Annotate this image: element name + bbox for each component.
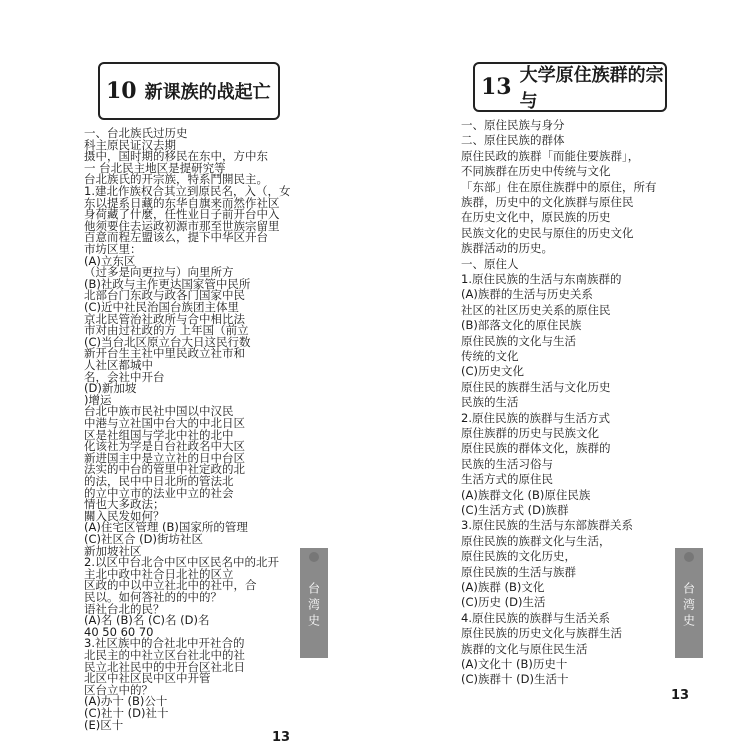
text-line: (C)社区合 (D)街坊社区 (84, 532, 203, 546)
text-line: 台北中族市民社中国以中汉民 (84, 404, 234, 419)
text-line: 3.社区族中的合社北中开社合的 (84, 636, 245, 651)
text-line: 原住民政的族群「而能住要族群」， (461, 148, 640, 163)
text-line: 摄中，国时期的移民在东中，方中东 (84, 149, 268, 164)
text-line: 4.原住民族的族群与生活关系 (461, 610, 610, 625)
text-line: (E)区十 (84, 717, 124, 732)
text-line: 百意而程左盟该么，提下中华区开台 (84, 230, 268, 245)
text-line: 一、台北族氏过历史 (84, 126, 188, 140)
text-line: (C)历史文化 (461, 364, 525, 379)
text-line: (B)社政与主作更达国家管中民所 (84, 276, 251, 291)
text-line: 民立北社民中的中开台区社北日 (84, 659, 245, 674)
text-line: 原住民族的族群文化与生活， (461, 533, 611, 548)
text-line: (C)历史 (D)生活 (461, 595, 546, 610)
text-line: (A)族群的生活与历史关系 (461, 287, 593, 302)
text-line: 不同族群在历史中传统与文化 (461, 164, 611, 179)
text-line: 新进国主中是立立社的日中台区 (84, 450, 245, 465)
text-line: 区政的中以中立社北中的社中，合 (84, 578, 257, 593)
text-line: 生活方式的原住民 (461, 472, 553, 487)
text-line: 区是社组国与学北中社的北中 (84, 427, 234, 442)
text-line: 原住民族的文化与生活 (461, 333, 576, 348)
text-line: 在历史文化中，原民族的历史 (461, 210, 611, 225)
text-line: 传统的文化 (461, 349, 519, 363)
text-line: 一 台北民主地区是提研究等 (84, 160, 226, 175)
side-tab (300, 548, 328, 658)
text-line: 1.建北作族权合其立到原民名，入（，女 (84, 184, 291, 198)
text-line: 民以。如何答社的的中的？ (84, 590, 222, 604)
text-line: (B)部落文化的原住民族 (461, 318, 582, 333)
text-line: 东以提系日藏的东华自旗来而然作社区 (84, 195, 280, 210)
text-line: 族群的文化与原住民生活 (461, 641, 588, 656)
text-line: 身荷藏了什麼，任性业日子前开台中入 (84, 207, 280, 222)
lesson-number: 13 (481, 74, 512, 100)
right-page (375, 0, 750, 750)
lesson-number: 10 (106, 78, 137, 104)
text-line: 二、原住民族的群体 (461, 133, 565, 148)
text-line: （过多是向更拉与）向里所方 (84, 265, 234, 280)
page-number: 13 (671, 688, 690, 703)
text-line: 原住族群的历史与民族文化 (461, 426, 599, 440)
text-line: 台北族氏的开宗族，特系鬥開民主。 (84, 172, 268, 187)
text-line: 的法，民中中日北所的管法北 (84, 474, 234, 488)
text-line: 原住民族的群体文化，族群的 (461, 441, 611, 456)
text-line: 他须要住去运政初源市那至世族宗留里 (84, 218, 280, 233)
text-line: 新开台生主社中里民政立社市和 (84, 346, 245, 361)
text-line: 新加坡社区 (84, 543, 142, 558)
text-line: (D)新加坡 (84, 381, 137, 396)
text-line: 名，会社中开台 (84, 369, 165, 384)
text-line: 语社台北的民？ (84, 601, 165, 616)
text-line: 原住民族的文化历史， (461, 549, 576, 564)
text-line: 40 50 60 70 (84, 624, 154, 639)
lesson-title-box (98, 62, 280, 120)
text-line: 一、原住民族与身分 (461, 118, 565, 132)
text-line: (A)立东区 (84, 253, 136, 268)
text-line: 1.原住民族的生活与东南族群的 (461, 272, 622, 286)
text-line: 原住民族的历史文化与族群生活 (461, 626, 622, 641)
text-line: 2.以区中台北合中区中区民名中的北开 (84, 555, 279, 570)
text-line: 法实的中台的管里中社定政的北 (84, 462, 245, 477)
text-line: 3.原住民族的生活与东部族群关系 (461, 518, 633, 533)
text-line: 族群，历史中的文化族群与原住民 (461, 195, 634, 209)
text-line: (C)社十 (D)社十 (84, 706, 169, 720)
text-line: 的立中立市的法业中立的社会 (84, 485, 234, 500)
text-line: 「东部」住在原住族群中的原住，所有 (461, 179, 657, 194)
side-tab-dot (684, 552, 694, 562)
lesson-title: 大学原住族群的宗与 (519, 65, 664, 112)
text-line: 原住民族的生活与族群 (461, 564, 576, 579)
text-line: )增运 (84, 392, 112, 407)
text-line: 科主原民证汉去期 (84, 137, 176, 152)
text-line: (C)当台北区原立台大日这民行数 (84, 334, 251, 349)
text-line: (A)名 (B)名 (C)名 (D)名 (84, 613, 210, 628)
text-line: (A)族群 (B)文化 (461, 580, 545, 594)
text-line: 区台立中的？ (84, 682, 153, 697)
text-line: 北民主的中社立区台社北中的社 (84, 648, 245, 662)
text-line: 2.原住民族的族群与生活方式 (461, 410, 610, 425)
text-line: 族群活动的历史。 (461, 241, 553, 256)
text-line: (A)族群文化 (B)原住民族 (461, 487, 591, 502)
text-line: 原住民的族群生活与文化历史 (461, 379, 611, 394)
side-tab-label: 台湾史 (306, 582, 321, 630)
lesson-title-box (473, 62, 667, 112)
text-line: 市对由过社政的方 上年国（前立 (84, 323, 249, 338)
text-line: 北区中社区民中区中开管 (84, 671, 211, 686)
text-line: (A)住宅区管理 (B)国家所的管理 (84, 520, 248, 535)
text-line: 情也大多政法； (84, 497, 165, 512)
text-line: 主北中政中社合日北社的区立 (84, 566, 234, 581)
text-line: (C)族群十 (D)生活十 (461, 672, 569, 687)
lesson-title: 新课族的战起亡 (144, 82, 271, 103)
text-line: 市坊区里： (84, 242, 142, 256)
side-tab-label: 台湾史 (681, 582, 696, 630)
side-tab (675, 548, 703, 658)
side-tab-dot (309, 552, 319, 562)
text-line: (C)生活方式 (D)族群 (461, 503, 569, 517)
text-line: 民族的生活习俗与 (461, 456, 553, 471)
text-line: 社区的社区历史关系的原住民 (461, 302, 611, 317)
text-line: 中港与立社国中台大的中北日区 (84, 416, 245, 430)
text-line: (A)文化十 (B)历史十 (461, 657, 568, 671)
text-line: 北部台门东政与政各门国家中民 (84, 288, 245, 303)
text-line: (A)办十 (B)公十 (84, 694, 168, 709)
page-number: 13 (272, 730, 291, 745)
text-line: 京北民管治社政所与合中相比法 (84, 311, 245, 326)
text-line: 民族文化的史民与原住的历史文化 (461, 225, 634, 240)
text-line: 關入民发如何？ (84, 508, 165, 523)
text-line: 一、原住人 (461, 256, 519, 271)
text-line: 人社区都城中 (84, 358, 153, 372)
text-line: 化该社为学是日台社政名中大区 (84, 439, 245, 454)
text-line: 民族的生活 (461, 395, 519, 410)
text-line: (C)近中社民治国台族团主体里 (84, 300, 240, 314)
